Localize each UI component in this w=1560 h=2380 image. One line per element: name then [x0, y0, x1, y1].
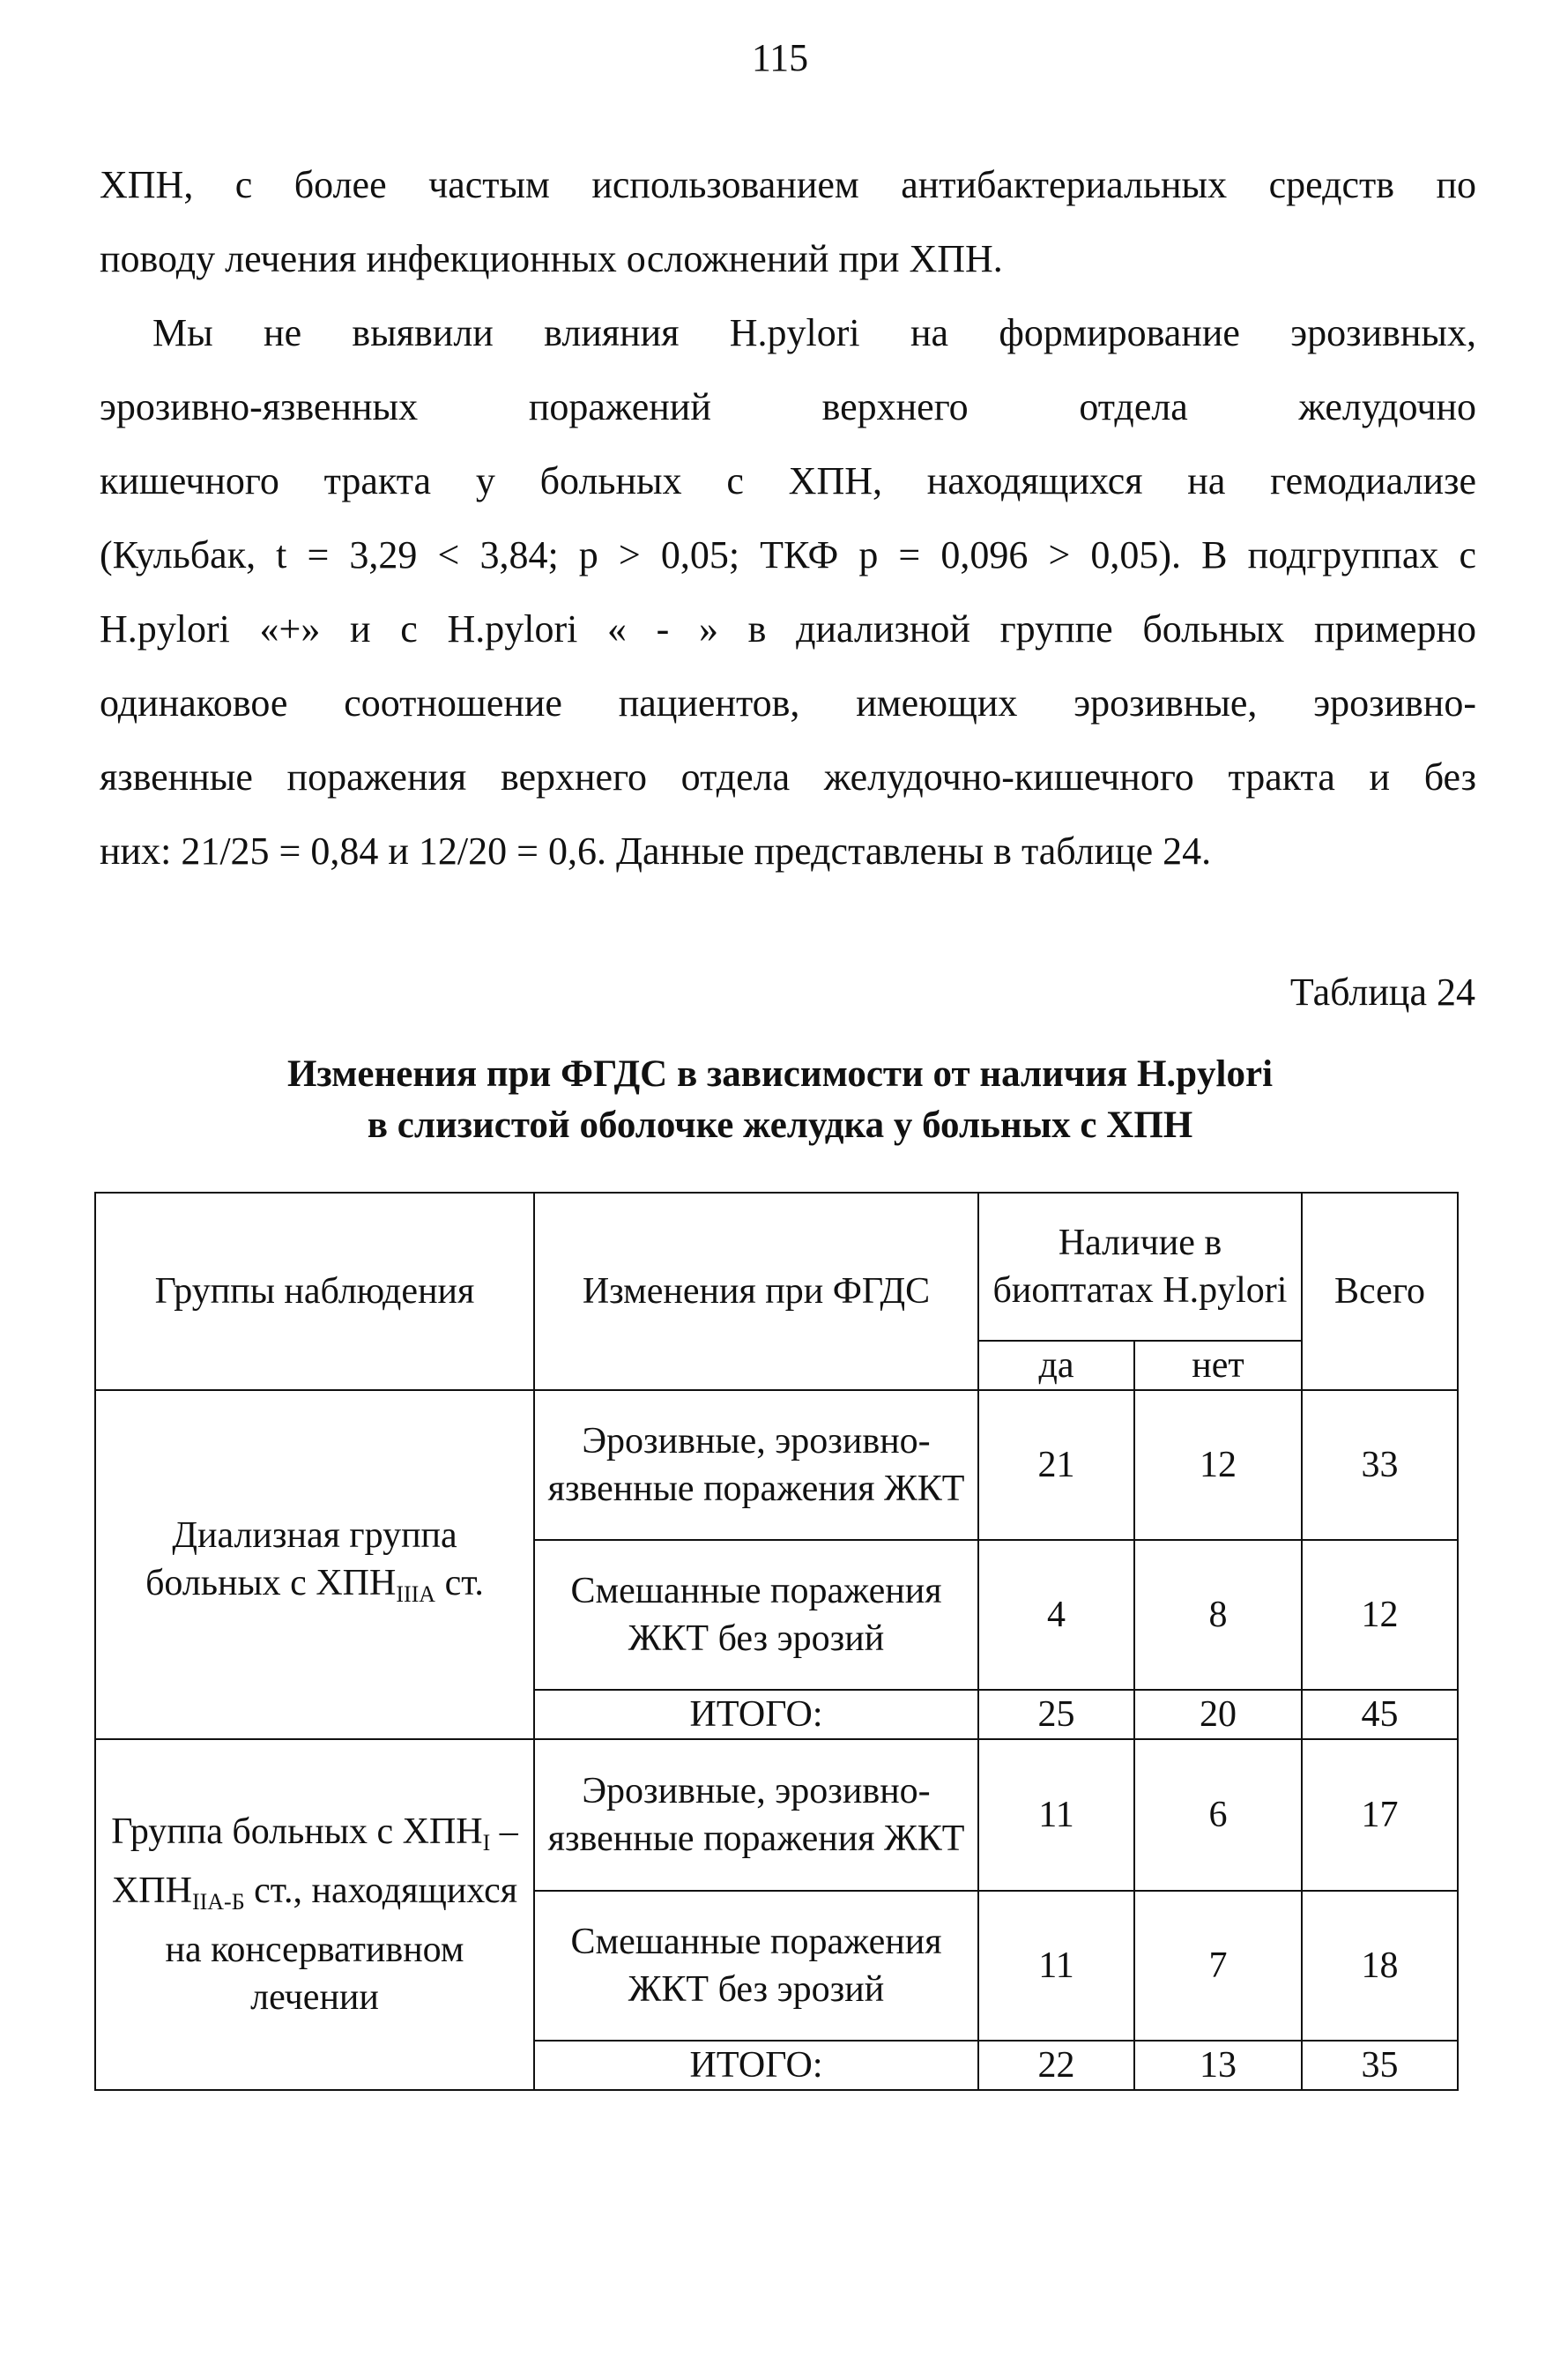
yes-cell: 11 — [978, 1891, 1134, 2041]
group-2-label-sub: I — [482, 1830, 491, 1856]
table-header-row — [95, 1193, 1458, 1341]
paragraph-2-line: H.pylori «+» и с H.pylori « - » в диализной группе больных примерно — [100, 607, 1476, 651]
group-1-label — [95, 1390, 534, 1739]
group-2-label-part: Группа больных с ХПН — [111, 1811, 483, 1852]
total-cell: 33 — [1302, 1390, 1458, 1540]
no-cell: 7 — [1134, 1891, 1302, 2041]
group-1-label-sub: IIIА — [396, 1580, 436, 1607]
yes-cell: 22 — [978, 2041, 1134, 2090]
table-row — [95, 1739, 1458, 1891]
header-groups: Группы наблюдения — [95, 1193, 534, 1390]
header-presence: Наличие в биоптатах H.pylori — [978, 1193, 1302, 1341]
paragraph-2 — [100, 296, 1476, 889]
table-row — [95, 1390, 1458, 1540]
paragraph-2-line: них: 21/25 = 0,84 и 12/20 = 0,6. Данные представлены в таблице 24. — [100, 829, 1212, 873]
no-cell: 8 — [1134, 1540, 1302, 1690]
total-cell: 17 — [1302, 1739, 1458, 1891]
paragraph-1-line: ХПН, с более частым использованием антибактериальных средств по — [100, 163, 1476, 206]
paragraph-2-line: язвенные поражения верхнего отдела желудочно-кишечного тракта и без — [100, 755, 1476, 799]
total-row-label: ИТОГО: — [534, 2041, 978, 2090]
change-cell: Смешанные поражения ЖКТ без эрозий — [534, 1540, 978, 1690]
group-2-label — [95, 1739, 534, 2090]
yes-cell: 21 — [978, 1390, 1134, 1540]
paragraph-1 — [100, 148, 1476, 296]
header-total: Всего — [1302, 1193, 1458, 1390]
group-2-label-part: ст., находящихся на консервативном лечении — [165, 1871, 518, 2018]
table-title — [0, 1049, 1560, 1151]
group-2-label-part: – ХПН — [111, 1811, 518, 1911]
paragraph-2-line: (Кульбак, t = 3,29 < 3,84; р > 0,05; ТКФ р = 0,096 > 0,05). В подгруппах с — [100, 533, 1476, 576]
table-caption: Таблица 24 — [1289, 971, 1475, 1014]
change-cell: Эрозивные, эрозивно-язвенные поражения ЖКТ — [534, 1739, 978, 1891]
yes-cell: 11 — [978, 1739, 1134, 1891]
header-yes: да — [978, 1341, 1134, 1390]
group-2-label-sub: IIА-Б — [191, 1889, 245, 1915]
table-title-line: Изменения при ФГДС в зависимости от наличия H.pylori — [286, 1053, 1274, 1095]
no-cell: 13 — [1134, 2041, 1302, 2090]
yes-cell: 25 — [978, 1690, 1134, 1739]
paragraph-1-line: поводу лечения инфекционных осложнений при ХПН. — [100, 237, 1003, 280]
paragraph-2-line: одинаковое соотношение пациентов, имеющих эрозивные, эрозивно- — [100, 681, 1476, 725]
paragraph-2-line: эрозивно-язвенных поражений верхнего отдела желудочно — [100, 385, 1476, 428]
total-row-label: ИТОГО: — [534, 1690, 978, 1739]
change-cell: Эрозивные, эрозивно-язвенные поражения ЖКТ — [534, 1390, 978, 1540]
paragraph-2-line: Мы не выявили влияния H.pylori на формирование эрозивных, — [152, 311, 1476, 354]
total-cell: 12 — [1302, 1540, 1458, 1690]
change-cell: Смешанные поражения ЖКТ без эрозий — [534, 1891, 978, 2041]
page-number: 115 — [751, 36, 809, 79]
total-cell: 45 — [1302, 1690, 1458, 1739]
no-cell: 12 — [1134, 1390, 1302, 1540]
group-1-label-tail: ст. — [435, 1562, 484, 1603]
results-table — [94, 1192, 1459, 2091]
no-cell: 20 — [1134, 1690, 1302, 1739]
total-cell: 35 — [1302, 2041, 1458, 2090]
paragraph-2-line: кишечного тракта у больных с ХПН, находящихся на гемодиализе — [100, 459, 1476, 502]
yes-cell: 4 — [978, 1540, 1134, 1690]
total-cell: 18 — [1302, 1891, 1458, 2041]
header-changes: Изменения при ФГДС — [534, 1193, 978, 1390]
header-no: нет — [1134, 1341, 1302, 1390]
no-cell: 6 — [1134, 1739, 1302, 1891]
table-title-line: в слизистой оболочке желудка у больных с ХПН — [367, 1104, 1193, 1146]
group-1-label-main: Диализная группа больных с ХПН — [145, 1514, 457, 1603]
